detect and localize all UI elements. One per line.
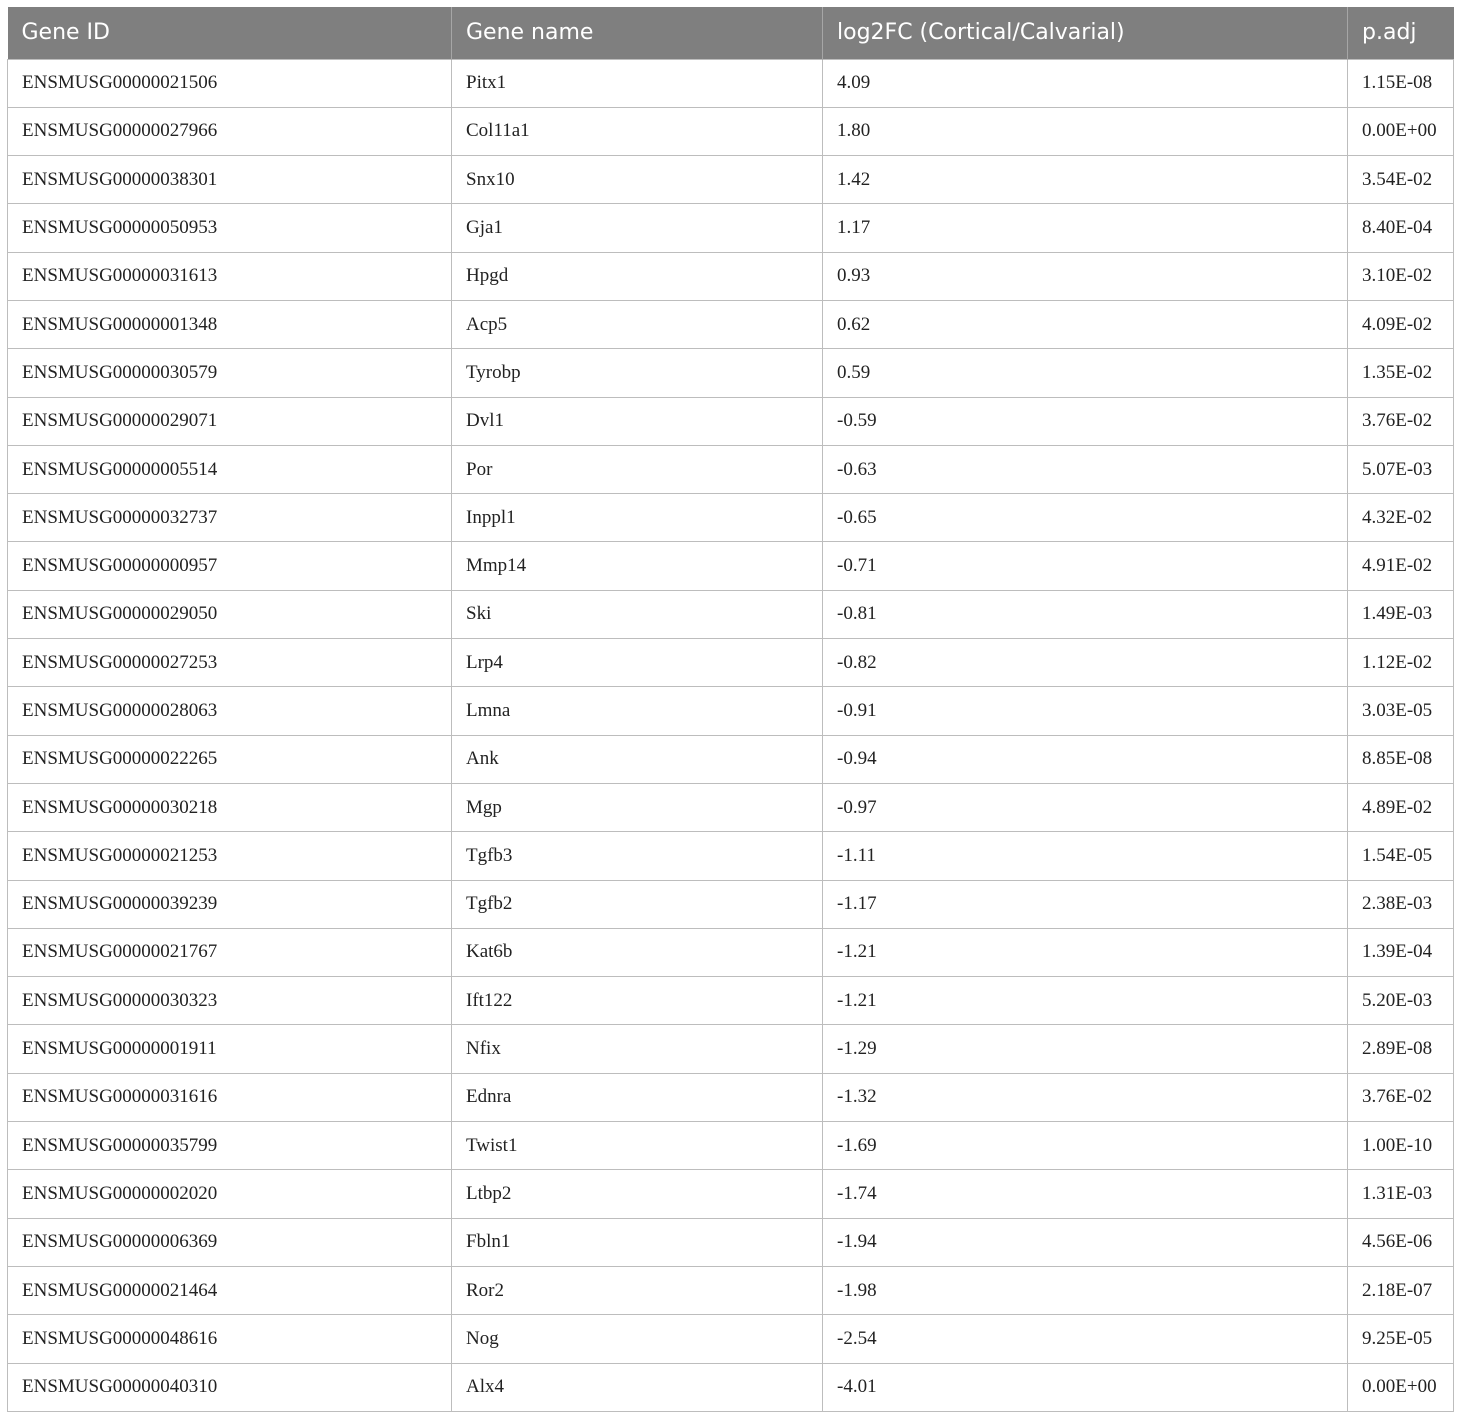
log2fc-cell: 1.80 — [823, 107, 1348, 155]
gene-id-cell: ENSMUSG00000040310 — [8, 1363, 452, 1411]
gene-id-cell: ENSMUSG00000028063 — [8, 687, 452, 735]
p-adj-cell: 2.89E-08 — [1348, 1025, 1454, 1073]
p-adj-cell: 3.76E-02 — [1348, 1073, 1454, 1121]
table-row — [8, 1363, 1454, 1411]
table-row — [8, 542, 1454, 590]
gene-name-cell: Alx4 — [452, 1363, 823, 1411]
header-row — [8, 7, 1454, 59]
gene-name-cell: Ror2 — [452, 1266, 823, 1314]
log2fc-cell: -0.65 — [823, 494, 1348, 542]
p-adj-cell: 1.00E-10 — [1348, 1122, 1454, 1170]
p-adj-cell: 8.40E-04 — [1348, 204, 1454, 252]
table-row — [8, 1266, 1454, 1314]
gene-name-cell: Lmna — [452, 687, 823, 735]
table-row — [8, 156, 1454, 204]
gene-name-cell: Hpgd — [452, 252, 823, 300]
gene-name-cell: Ank — [452, 735, 823, 783]
log2fc-cell: -1.21 — [823, 977, 1348, 1025]
table-body — [8, 59, 1454, 1411]
p-adj-cell: 5.07E-03 — [1348, 445, 1454, 493]
log2fc-cell: -0.82 — [823, 639, 1348, 687]
gene-id-cell: ENSMUSG00000005514 — [8, 445, 452, 493]
p-adj-cell: 3.76E-02 — [1348, 397, 1454, 445]
gene-name-cell: Mgp — [452, 783, 823, 831]
gene-name-cell: Fbln1 — [452, 1218, 823, 1266]
log2fc-cell: 0.59 — [823, 349, 1348, 397]
gene-name-cell: Tgfb2 — [452, 880, 823, 928]
log2fc-cell: -0.71 — [823, 542, 1348, 590]
gene-id-cell: ENSMUSG00000031616 — [8, 1073, 452, 1121]
p-adj-cell: 3.54E-02 — [1348, 156, 1454, 204]
log2fc-cell: -4.01 — [823, 1363, 1348, 1411]
p-adj-cell: 1.31E-03 — [1348, 1170, 1454, 1218]
table-row — [8, 1315, 1454, 1363]
p-adj-cell: 1.35E-02 — [1348, 349, 1454, 397]
gene-name-cell: Ltbp2 — [452, 1170, 823, 1218]
log2fc-cell: -0.97 — [823, 783, 1348, 831]
log2fc-cell: -0.81 — [823, 590, 1348, 638]
log2fc-cell: -1.21 — [823, 928, 1348, 976]
table-row — [8, 687, 1454, 735]
gene-name-cell: Mmp14 — [452, 542, 823, 590]
log2fc-cell: -1.11 — [823, 832, 1348, 880]
log2fc-cell: -0.59 — [823, 397, 1348, 445]
table-row — [8, 880, 1454, 928]
p-adj-cell: 3.10E-02 — [1348, 252, 1454, 300]
table-row — [8, 977, 1454, 1025]
log2fc-cell: 0.93 — [823, 252, 1348, 300]
table-row — [8, 204, 1454, 252]
table-row — [8, 349, 1454, 397]
gene-name-cell: Snx10 — [452, 156, 823, 204]
gene-id-cell: ENSMUSG00000029050 — [8, 590, 452, 638]
p-adj-cell: 4.09E-02 — [1348, 300, 1454, 348]
log2fc-cell: -1.29 — [823, 1025, 1348, 1073]
table-row — [8, 1122, 1454, 1170]
table-row — [8, 735, 1454, 783]
log2fc-cell: -0.63 — [823, 445, 1348, 493]
gene-name-cell: Twist1 — [452, 1122, 823, 1170]
p-adj-cell: 4.91E-02 — [1348, 542, 1454, 590]
table-row — [8, 252, 1454, 300]
gene-id-cell: ENSMUSG00000030218 — [8, 783, 452, 831]
table-row — [8, 832, 1454, 880]
gene-id-cell: ENSMUSG00000039239 — [8, 880, 452, 928]
log2fc-cell: 0.62 — [823, 300, 1348, 348]
p-adj-cell: 0.00E+00 — [1348, 107, 1454, 155]
log2fc-cell: -0.94 — [823, 735, 1348, 783]
header-gene-id: Gene ID — [21, 20, 110, 46]
log2fc-cell: 1.17 — [823, 204, 1348, 252]
header-p-adj: p.adj — [1348, 7, 1454, 59]
gene-id-cell: ENSMUSG00000001348 — [8, 300, 452, 348]
p-adj-cell: 4.56E-06 — [1348, 1218, 1454, 1266]
p-adj-cell: 2.38E-03 — [1348, 880, 1454, 928]
gene-id-cell: ENSMUSG00000030323 — [8, 977, 452, 1025]
p-adj-cell: 1.49E-03 — [1348, 590, 1454, 638]
p-adj-cell: 1.54E-05 — [1348, 832, 1454, 880]
table-row — [8, 1073, 1454, 1121]
gene-name-cell: Ski — [452, 590, 823, 638]
gene-id-cell: ENSMUSG00000031613 — [8, 252, 452, 300]
gene-id-cell: ENSMUSG00000022265 — [8, 735, 452, 783]
gene-name-cell: Inppl1 — [452, 494, 823, 542]
gene-id-cell: ENSMUSG00000021253 — [8, 832, 452, 880]
header-gene-name: Gene name — [452, 7, 823, 59]
gene-name-cell: Nog — [452, 1315, 823, 1363]
table-row — [8, 494, 1454, 542]
gene-id-cell: ENSMUSG00000021464 — [8, 1266, 452, 1314]
gene-name-cell: Ift122 — [452, 977, 823, 1025]
log2fc-cell: -1.74 — [823, 1170, 1348, 1218]
gene-name-cell: Tyrobp — [452, 349, 823, 397]
log2fc-cell: 1.42 — [823, 156, 1348, 204]
log2fc-cell: -1.98 — [823, 1266, 1348, 1314]
gene-id-cell: ENSMUSG00000001911 — [8, 1025, 452, 1073]
gene-name-cell: Kat6b — [452, 928, 823, 976]
gene-name-cell: Lrp4 — [452, 639, 823, 687]
table-row — [8, 300, 1454, 348]
gene-id-cell: ENSMUSG00000032737 — [8, 494, 452, 542]
gene-name-cell: Tgfb3 — [452, 832, 823, 880]
log2fc-cell: -1.69 — [823, 1122, 1348, 1170]
log2fc-cell: -2.54 — [823, 1315, 1348, 1363]
p-adj-cell: 5.20E-03 — [1348, 977, 1454, 1025]
log2fc-cell: -1.17 — [823, 880, 1348, 928]
table-row — [8, 783, 1454, 831]
log2fc-cell: 4.09 — [823, 59, 1348, 107]
log2fc-cell: -1.32 — [823, 1073, 1348, 1121]
gene-name-cell: Ednra — [452, 1073, 823, 1121]
p-adj-cell: 8.85E-08 — [1348, 735, 1454, 783]
gene-name-cell: Nfix — [452, 1025, 823, 1073]
gene-id-cell: ENSMUSG00000030579 — [8, 349, 452, 397]
gene-id-cell: ENSMUSG00000006369 — [8, 1218, 452, 1266]
table-row — [8, 1170, 1454, 1218]
gene-id-cell: ENSMUSG00000050953 — [8, 204, 452, 252]
gene-name-cell: Dvl1 — [452, 397, 823, 445]
header-log2fc: log2FC (Cortical/Calvarial) — [823, 7, 1348, 59]
p-adj-cell: 1.12E-02 — [1348, 639, 1454, 687]
p-adj-cell: 3.03E-05 — [1348, 687, 1454, 735]
table-row — [8, 107, 1454, 155]
table-row — [8, 1025, 1454, 1073]
p-adj-cell: 4.32E-02 — [1348, 494, 1454, 542]
table-row — [8, 1218, 1454, 1266]
gene-id-cell: ENSMUSG00000048616 — [8, 1315, 452, 1363]
gene-id-cell: ENSMUSG00000035799 — [8, 1122, 452, 1170]
gene-id-cell: ENSMUSG00000027253 — [8, 639, 452, 687]
p-adj-cell: 4.89E-02 — [1348, 783, 1454, 831]
p-adj-cell: 1.15E-08 — [1348, 59, 1454, 107]
log2fc-cell: -1.94 — [823, 1218, 1348, 1266]
gene-id-cell: ENSMUSG00000021506 — [8, 59, 452, 107]
table-row — [8, 59, 1454, 107]
gene-name-cell: Por — [452, 445, 823, 493]
gene-name-cell: Col11a1 — [452, 107, 823, 155]
table-row — [8, 397, 1454, 445]
gene-id-cell: ENSMUSG00000029071 — [8, 397, 452, 445]
gene-id-cell: ENSMUSG00000000957 — [8, 542, 452, 590]
gene-id-cell: ENSMUSG00000002020 — [8, 1170, 452, 1218]
gene-id-cell: ENSMUSG00000027966 — [8, 107, 452, 155]
p-adj-cell: 0.00E+00 — [1348, 1363, 1454, 1411]
p-adj-cell: 1.39E-04 — [1348, 928, 1454, 976]
table-header — [8, 7, 1454, 59]
gene-name-cell: Acp5 — [452, 300, 823, 348]
table-row — [8, 639, 1454, 687]
table-row — [8, 590, 1454, 638]
p-adj-cell: 2.18E-07 — [1348, 1266, 1454, 1314]
p-adj-cell: 9.25E-05 — [1348, 1315, 1454, 1363]
gene-id-cell: ENSMUSG00000038301 — [8, 156, 452, 204]
table-row — [8, 928, 1454, 976]
table-row — [8, 445, 1454, 493]
gene-name-cell: Pitx1 — [452, 59, 823, 107]
log2fc-cell: -0.91 — [823, 687, 1348, 735]
gene-id-cell: ENSMUSG00000021767 — [8, 928, 452, 976]
gene-expression-table — [7, 7, 1454, 1412]
gene-name-cell: Gja1 — [452, 204, 823, 252]
